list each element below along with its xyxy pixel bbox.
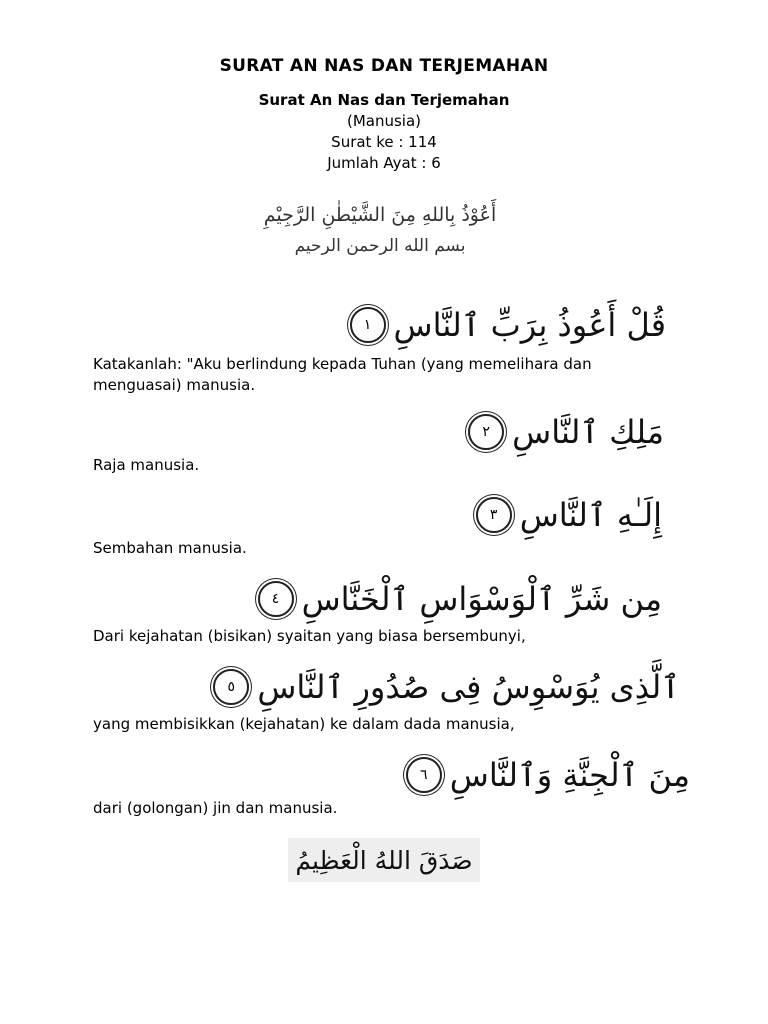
verse-number-marker: ٢ xyxy=(468,414,504,450)
surah-number: Surat ke : 114 xyxy=(331,133,437,151)
verse-arabic-text: مَلِكِ ٱلنَّاسِ xyxy=(512,413,664,451)
verse-3-arabic xyxy=(476,496,662,534)
closing-calligraphy: صَدَقَ اللهُ الْعَظِيمُ xyxy=(288,838,480,882)
basmalah-text: بسم الله الرحمن الرحيم xyxy=(294,236,466,256)
verse-1-arabic xyxy=(350,306,666,344)
verse-2-translation: Raja manusia. xyxy=(93,456,200,474)
taawudz-text: أَعُوْذُ بِاللهِ مِنَ الشَّيْطٰنِ الرَّجِيْمِ xyxy=(263,204,497,226)
verse-number-marker: ٥ xyxy=(213,669,249,705)
verse-count: Jumlah Ayat : 6 xyxy=(327,154,441,172)
verse-6-arabic xyxy=(406,756,690,794)
verse-6-translation: dari (golongan) jin dan manusia. xyxy=(93,799,338,817)
verse-arabic-text: قُلْ أَعُوذُ بِرَبِّ ٱلنَّاسِ xyxy=(393,306,666,344)
verse-2-arabic xyxy=(468,413,664,451)
verse-3-translation: Sembahan manusia. xyxy=(93,539,247,557)
verse-arabic-text: مِنَ ٱلْجِنَّةِ وَٱلنَّاسِ xyxy=(449,756,690,794)
verse-arabic-text: ٱلَّذِى يُوَسْوِسُ فِى صُدُورِ ٱلنَّاسِ xyxy=(257,668,680,706)
page-title: SURAT AN NAS DAN TERJEMAHAN xyxy=(219,56,549,76)
verse-1-translation: Katakanlah: "Aku berlindung kepada Tuhan (yang memelihara dan menguasai) manusia. xyxy=(93,355,592,394)
verse-4-arabic xyxy=(258,580,662,618)
verse-number-marker: ٤ xyxy=(258,581,294,617)
verse-arabic-text: إِلَـٰهِ ٱلنَّاسِ xyxy=(519,496,662,534)
verse-arabic-text: مِن شَرِّ ٱلْوَسْوَاسِ ٱلْخَنَّاسِ xyxy=(301,580,662,618)
subtitle: Surat An Nas dan Terjemahan xyxy=(258,91,510,109)
verse-5-translation: yang membisikkan (kejahatan) ke dalam dada manusia, xyxy=(93,715,515,733)
verse-5-arabic xyxy=(213,668,680,706)
surah-meaning: (Manusia) xyxy=(346,112,422,130)
verse-number-marker: ١ xyxy=(350,307,386,343)
verse-4-translation: Dari kejahatan (bisikan) syaitan yang biasa bersembunyi, xyxy=(93,627,526,645)
verse-number-marker: ٦ xyxy=(406,757,442,793)
verse-number-marker: ٣ xyxy=(476,497,512,533)
